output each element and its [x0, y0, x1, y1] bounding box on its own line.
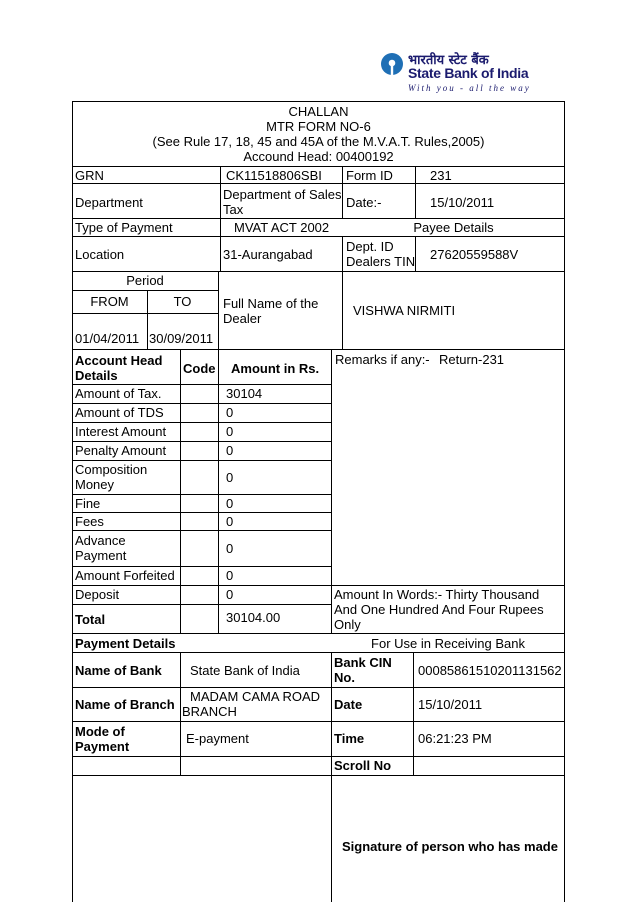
location-label: Location: [75, 247, 125, 262]
logo-tagline: With you - all the way: [408, 83, 531, 93]
payment-mode-label-line2: Payment: [75, 739, 130, 754]
department-value-line2: Tax: [223, 202, 244, 217]
account-row-label-line2: Money: [75, 477, 115, 492]
remarks-value: Return-231: [439, 352, 505, 367]
account-row-label: Amount of TDS: [75, 405, 164, 420]
sbi-emblem-icon: [380, 52, 404, 76]
date-value: 15/10/2011: [430, 195, 495, 210]
department-value: Department of Sales: [223, 187, 342, 202]
account-row-amount: 30104: [226, 386, 263, 401]
account-row-label: Amount Forfeited: [75, 568, 175, 583]
account-row-amount: 0: [226, 568, 234, 583]
account-head-code: Accound Head: 00400192: [243, 149, 394, 164]
branch-label: Name of Branch: [75, 697, 175, 712]
account-row-amount: 0: [226, 514, 234, 529]
total-label: Total: [75, 612, 106, 627]
form-number: MTR FORM NO-6: [266, 119, 371, 134]
account-row-label: Advance: [75, 533, 126, 548]
scroll-no-label: Scroll No: [334, 758, 392, 773]
payee-details-heading: Payee Details: [413, 220, 494, 235]
account-row-amount: 0: [226, 587, 234, 602]
account-row-amount: 0: [226, 443, 234, 458]
account-head-header-line2: Details: [75, 368, 118, 383]
grn-value: CK11518806SBI: [226, 168, 322, 183]
account-row-label: Deposit: [75, 587, 120, 602]
account-row-amount: 0: [226, 496, 234, 511]
total-value: 30104.00: [226, 610, 281, 625]
account-row-amount: 0: [226, 541, 234, 556]
to-date: 30/09/2011: [149, 331, 214, 346]
logo-hindi-text: भारतीय स्टेट बैंक: [408, 53, 489, 68]
payment-details-heading: Payment Details: [75, 636, 176, 651]
amount-in-words: Amount In Words:- Thirty Thousand: [334, 587, 540, 602]
account-row-amount: 0: [226, 470, 234, 485]
bank-cin-value: 00085861510201131562: [418, 663, 562, 678]
account-row-label: Interest Amount: [75, 424, 167, 439]
from-date: 01/04/2011: [75, 331, 140, 346]
rules-reference: (See Rule 17, 18, 45 and 45A of the M.V.A.T. Rules,2005): [152, 134, 485, 149]
payment-mode-label: Mode of: [75, 724, 125, 739]
receiving-bank-heading: For Use in Receiving Bank: [371, 636, 525, 651]
account-row-label: Penalty Amount: [75, 443, 167, 458]
to-label: TO: [173, 294, 192, 309]
amount-in-words-line3: Only: [334, 617, 361, 632]
dealers-tin-value: 27620559588V: [430, 247, 519, 262]
dept-id-label: Dept. ID: [346, 239, 394, 254]
time-label: Time: [334, 731, 365, 746]
payment-type-value: MVAT ACT 2002: [234, 220, 330, 235]
remarks-label: Remarks if any:-: [335, 352, 430, 367]
sbi-logo: [378, 50, 538, 96]
code-header: Code: [183, 361, 216, 376]
logo-bank-name: State Bank of India: [408, 65, 529, 81]
from-label: FROM: [90, 294, 129, 309]
grn-label: GRN: [75, 168, 104, 183]
amount-in-words-line2: And One Hundred And Four Rupees: [334, 602, 544, 617]
bank-date-label: Date: [334, 697, 363, 712]
account-row-label: Amount of Tax.: [75, 386, 162, 401]
dealer-name-value: VISHWA NIRMITI: [353, 303, 456, 318]
payment-type-label: Type of Payment: [75, 220, 173, 235]
branch-value-line2: BRANCH: [182, 704, 237, 719]
signature-label: Signature of person who has made: [342, 839, 558, 854]
account-head-header: Account Head: [75, 353, 163, 368]
account-row-label: Fine: [75, 496, 101, 511]
location-value: 31-Aurangabad: [223, 247, 313, 262]
bank-name-value: State Bank of India: [190, 663, 300, 678]
dealer-name-label: Full Name of the: [223, 296, 319, 311]
dealer-name-label-line2: Dealer: [223, 311, 262, 326]
account-row-label-line2: Payment: [75, 548, 127, 563]
form-id-value: 231: [430, 168, 452, 183]
account-row-label: Fees: [75, 514, 104, 529]
branch-value: MADAM CAMA ROAD: [190, 689, 321, 704]
date-label: Date:-: [346, 195, 382, 210]
bank-date-value: 15/10/2011: [418, 697, 483, 712]
time-value: 06:21:23 PM: [418, 731, 492, 746]
challan-title: CHALLAN: [288, 104, 349, 119]
bank-cin-label-line2: No.: [334, 670, 355, 685]
form-id-label: Form ID: [346, 168, 393, 183]
dealers-tin-label: Dealers TIN: [346, 254, 416, 269]
account-row-amount: 0: [226, 424, 234, 439]
payment-mode-value: E-payment: [186, 731, 249, 746]
bank-name-label: Name of Bank: [75, 663, 162, 678]
department-label: Department: [75, 195, 143, 210]
account-row-amount: 0: [226, 405, 234, 420]
account-row-label: Composition: [75, 462, 148, 477]
challan-form: [72, 101, 565, 902]
period-label: Period: [126, 273, 164, 288]
amount-header: Amount in Rs.: [231, 361, 320, 376]
bank-cin-label: Bank CIN: [334, 655, 392, 670]
